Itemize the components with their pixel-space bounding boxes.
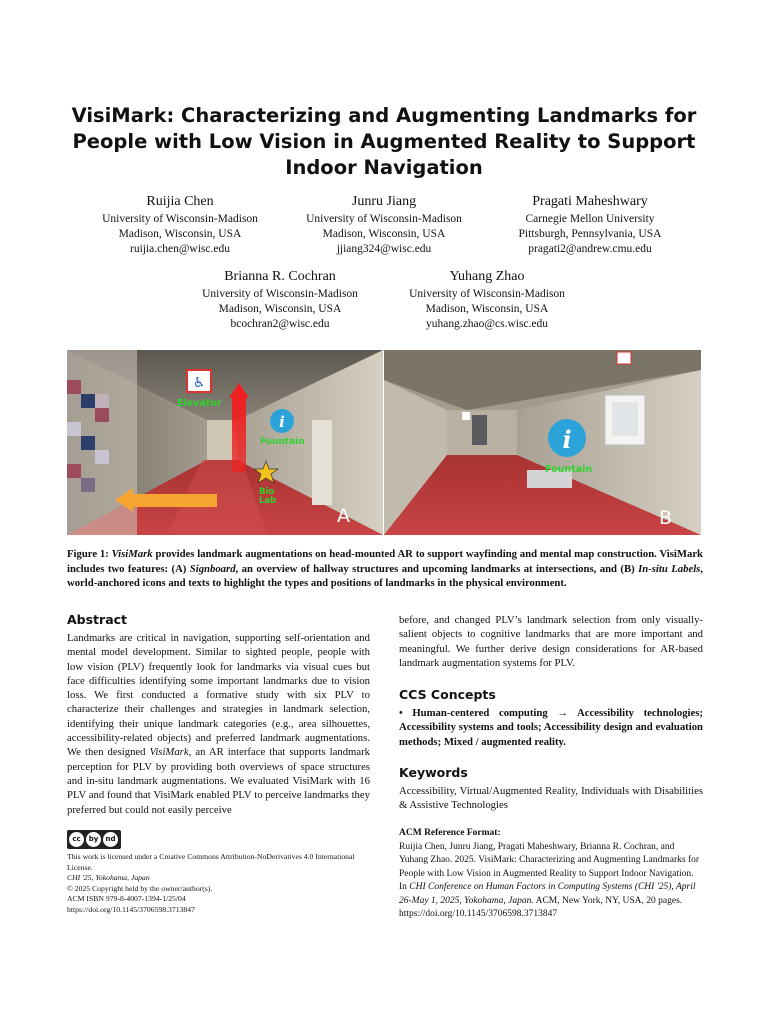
author-email: yuhang.zhao@cs.wisc.edu [425, 318, 549, 331]
author-location: Madison, Wisconsin, USA [118, 228, 242, 241]
author-block [470, 193, 710, 258]
svg-text:♿: ♿ [192, 375, 206, 391]
keywords-text: Accessibility, Virtual/Augmented Reality, Individuals with Disabilities & Assistive Technologies [399, 785, 703, 812]
by-icon: by [86, 832, 101, 847]
author-location: Madison, Wisconsin, USA [322, 228, 446, 241]
author-email: pragati2@andrew.cmu.edu [528, 243, 652, 256]
paper-title: VisiMark: Characterizing and Augmenting Landmarks for People with Low Vision in Augmented Reality to Support Indoor Navigation [71, 104, 697, 179]
author-location: Madison, Wisconsin, USA [218, 303, 342, 316]
keywords-heading: Keywords [399, 765, 468, 780]
panel-a-label: A [337, 505, 350, 527]
cc-license-badge [67, 830, 121, 849]
author-email: bcochran2@wisc.edu [230, 318, 330, 331]
figure-caption: Figure 1: VisiMark provides landmark augmentations on head-mounted AR to support wayfinding and mental map construction. VisiMark includes two features: (A) Signboard, an overview of hallway structures and upcoming landmarks at intersections, and (B) In-situ Labels, world-anchored icons and texts to highlight the types and positions of landmarks in the physical environment. [67, 548, 704, 590]
fountain-b-label: Fountain [545, 464, 593, 475]
author-name: Yuhang Zhao [449, 269, 525, 284]
author-affiliation: University of Wisconsin-Madison [306, 213, 462, 225]
ccs-text: • Human-centered computing → Accessibility technologies; Accessibility systems and tools; Accessibility design and evaluation methods; Mixed / augmented reality. [399, 707, 703, 748]
svg-text:i: i [279, 413, 285, 431]
panel-b-photo [384, 350, 701, 535]
author-affiliation: University of Wisconsin-Madison [202, 288, 358, 300]
acm-reference-heading: ACM Reference Format: [399, 828, 501, 838]
author-block [264, 193, 504, 258]
hallway-photos [67, 350, 701, 535]
panel-b-label: B [659, 507, 673, 529]
author-email: ruijia.chen@wisc.edu [129, 243, 230, 256]
author-affiliation: University of Wisconsin-Madison [409, 288, 565, 300]
author-affiliation: University of Wisconsin-Madison [102, 213, 258, 225]
abstract-text: Landmarks are critical in navigation, supporting self-orientation and mental model development. Similar to sighted people, people with low vision (PLV) frequently look for landmarks via visual cues but face difficulties identifying some important landmarks due to vision loss. We first conducted a formative study with six PLV to characterize their challenges and strategies in landmark selection, identifying their unique landmark categories (e.g., area silhouettes, accessibility-related objects) and preferred landmark augmentations. We then designed VisiMark, an AR interface that supports landmark perception for PLV by providing both overviews of space structures and in-situ landmark augmentations. We evaluated VisiMark with 16 PLV and found that VisiMark enabled PLV to perceive landmarks they preferred but could not easily perceive [67, 632, 371, 816]
ccs-heading: CCS Concepts [399, 687, 496, 702]
abstract-continued: before, and changed PLV’s landmark selection from only visually-salient objects to cognitive landmarks that are more important and meaningful. We further derive design considerations for AR-based landmark augmentation systems for PLV. [399, 614, 703, 669]
svg-text:i: i [562, 425, 572, 454]
acm-reference: ACM Reference Format: Ruijia Chen, Junru Jiang, Pragati Maheshwary, Brianna R. Cochran, and Yuhang Zhao. 2025. VisiMark: Characterizing and Augmenting Landmarks for People with Low Vision in Augmented Reality to Support Indoor Navigation. In CHI Conference on Human Factors in Computing Systems (CHI '25), April 26-May 1, 2025, Yokohama, Japan. ACM, New York, NY, USA, 20 pages. https://doi.org/10.1145/3706598.3713847 [399, 827, 703, 922]
author-name: Junru Jiang [351, 194, 417, 209]
author-location: Pittsburgh, Pennsylvania, USA [518, 228, 662, 241]
author-block [367, 268, 607, 333]
author-email: jjiang324@wisc.edu [336, 243, 432, 256]
cc-icon: cc [69, 832, 84, 847]
license-footnote [67, 852, 372, 915]
license-text: This work is licensed under a Creative Commons Attribution-NoDerivatives 4.0 International License. [67, 852, 355, 872]
elevator-label: Elevator [177, 398, 222, 409]
lab-label: Lab [259, 496, 277, 506]
doi-link[interactable]: https://doi.org/10.1145/3706598.3713847 [67, 904, 195, 914]
author-name: Brianna R. Cochran [224, 269, 336, 284]
copyright-text: © 2025 Copyright held by the owner/author(s). [67, 883, 213, 893]
panel-a-photo [67, 350, 383, 535]
bio-label: Bio [259, 487, 275, 497]
teaser-figure [67, 350, 701, 535]
author-name: Pragati Maheshwary [532, 194, 648, 209]
author-location: Madison, Wisconsin, USA [425, 303, 549, 316]
author-affiliation: Carnegie Mellon University [525, 213, 655, 225]
author-name: Ruijia Chen [146, 194, 214, 209]
abstract-heading: Abstract [67, 612, 128, 627]
author-block [160, 268, 400, 333]
isbn-text: ACM ISBN 979-8-4007-1394-1/25/04 [67, 894, 186, 903]
nd-icon: nd [103, 832, 118, 847]
conference-text: CHI '25, Yokohama, Japan [67, 873, 150, 882]
fountain-a-label: Fountain [260, 437, 305, 447]
